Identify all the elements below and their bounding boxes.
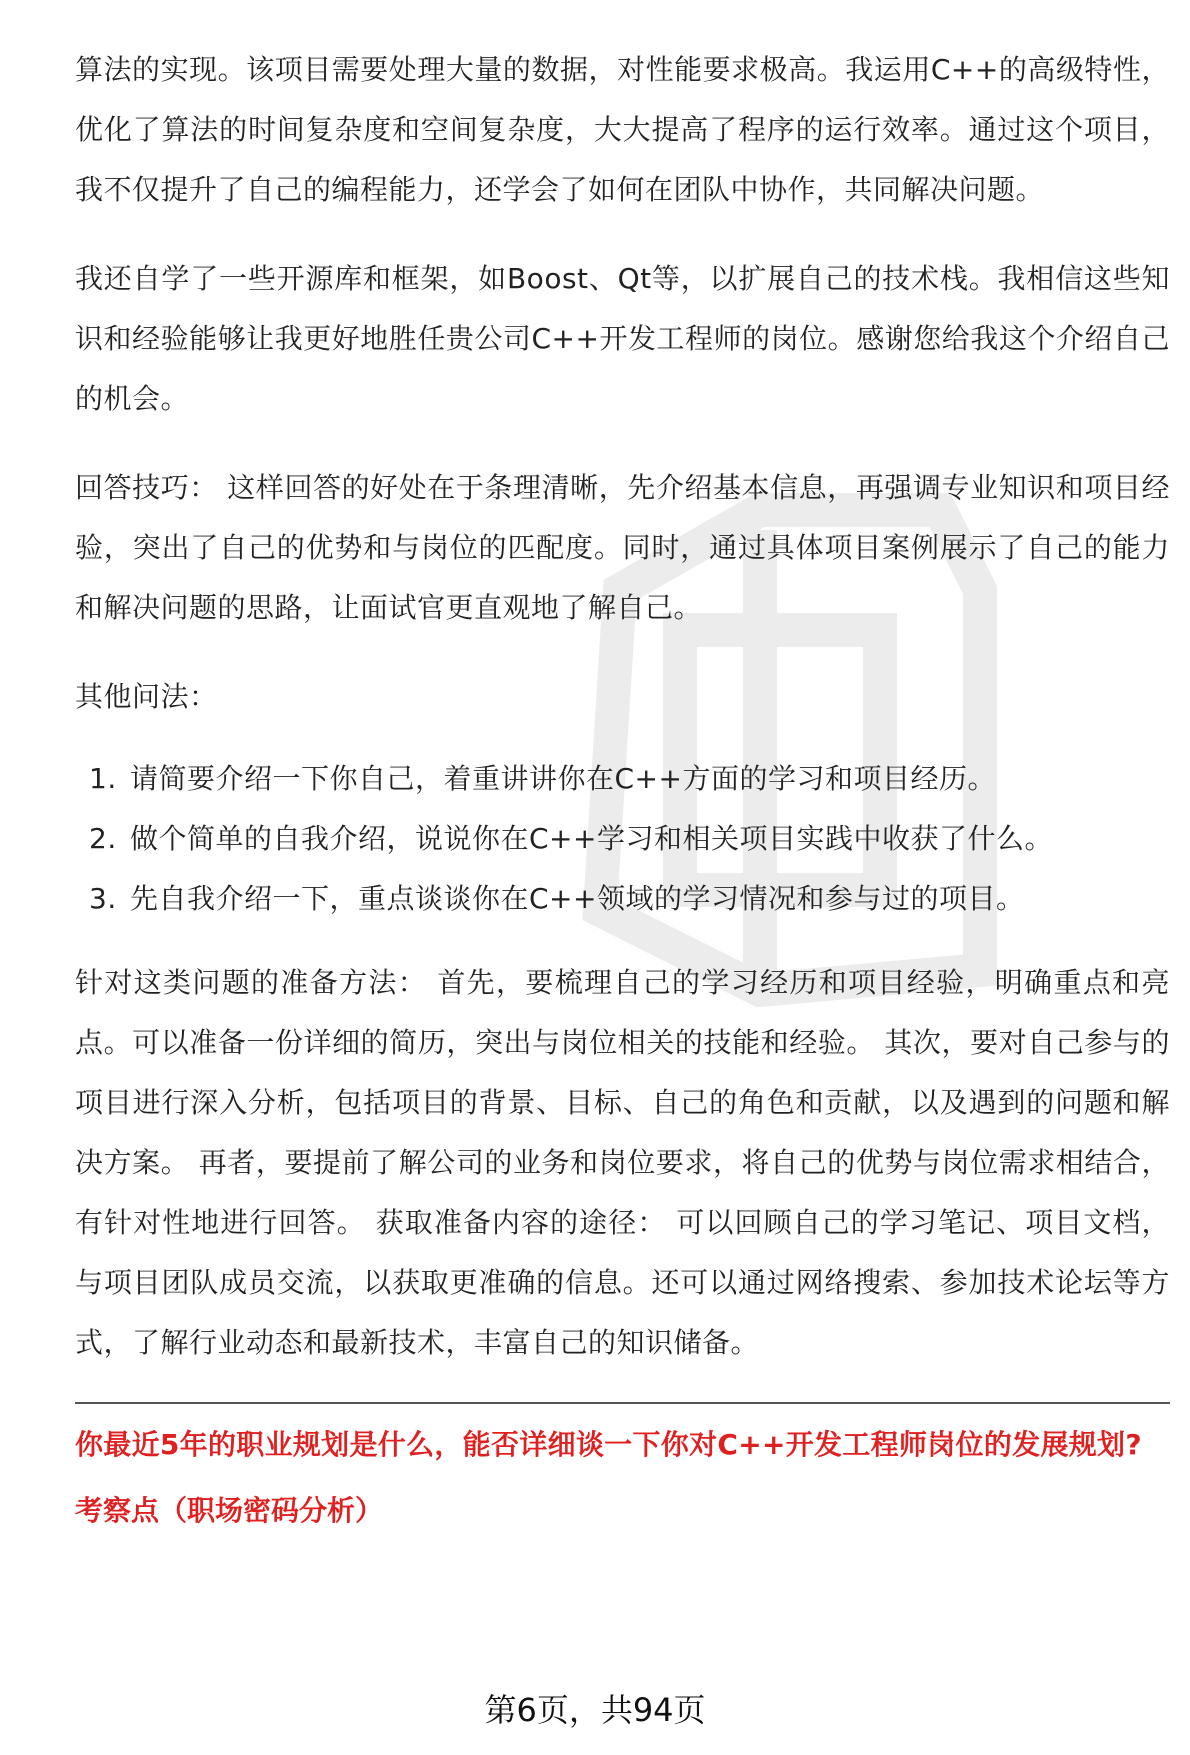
paragraph-self-study: 我还自学了一些开源库和框架，如Boost、Qt等，以扩展自己的技术栈。我相信这些知识和经验能够让我更好地胜任贵公司C++开发工程师的岗位。感谢您给我这个介绍自己的机会。 bbox=[75, 262, 1170, 415]
paragraph-project-result: 算法的实现。该项目需要处理大量的数据，对性能要求极高。我运用C++的高级特性，优化了算法的时间复杂度和空间复杂度，大大提高了程序的运行效率。通过这个项目，我不仅提升了自己的编程能力，还学会了如何在团队中协作，共同解决问题。 bbox=[75, 53, 1170, 206]
paragraph-answer-tips: 回答技巧： 这样回答的好处在于条理清晰，先介绍基本信息，再强调专业知识和项目经验，突出了自己的优势和与岗位的匹配度。同时，通过具体项目案例展示了自己的能力和解决问题的思路，让面试官更直观地了解自己。 bbox=[75, 471, 1170, 624]
paragraph-preparation: 针对这类问题的准备方法： 首先，要梳理自己的学习经历和项目经验，明确重点和亮点。可以准备一份详细的简历，突出与岗位相关的技能和经验。 其次，要对自己参与的项目进行深入分析，包括项目的背景、目标、自己的角色和贡献，以及遇到的问题和解决方案。 再者，要提前了解公司的业务和岗位要求，将自己的优势与岗位需求相结合，有针对性地进行回答。 获取准备内容的途径： 可以回顾自己的学习笔记、项目文档，与项目团队成员交流，以获取更准确的信息。还可以通过网络搜索、参加技术论坛等方式，了解行业动态和最新技术，丰富自己的知识储备。 bbox=[75, 966, 1170, 1359]
next-question-heading: 你最近5年的职业规划是什么，能否详细谈一下你对C++开发工程师岗位的发展规划? bbox=[75, 1428, 1142, 1461]
page-number-footer: 第6页，共94页 bbox=[484, 1691, 706, 1729]
list-item-text: 请简要介绍一下你自己，着重讲讲你在C++方面的学习和项目经历。 bbox=[130, 762, 996, 795]
list-number: 1. bbox=[89, 762, 117, 795]
list-number: 3. bbox=[89, 882, 117, 915]
list-item-text: 先自我介绍一下，重点谈谈你在C++领域的学习情况和参与过的项目。 bbox=[130, 882, 1025, 915]
list-item bbox=[75, 749, 1170, 809]
assessment-point-heading: 考察点（职场密码分析） bbox=[75, 1494, 384, 1527]
list-item bbox=[75, 869, 1170, 929]
paragraph-other-phrasings: 其他问法： bbox=[75, 680, 218, 713]
list-item-text: 做个简单的自我介绍，说说你在C++学习和相关项目实践中收获了什么。 bbox=[130, 822, 1053, 855]
alternative-questions-list bbox=[75, 749, 1170, 929]
document-page bbox=[75, 40, 1170, 1530]
list-number: 2. bbox=[89, 822, 117, 855]
list-item bbox=[75, 809, 1170, 869]
section-divider bbox=[75, 1402, 1170, 1404]
